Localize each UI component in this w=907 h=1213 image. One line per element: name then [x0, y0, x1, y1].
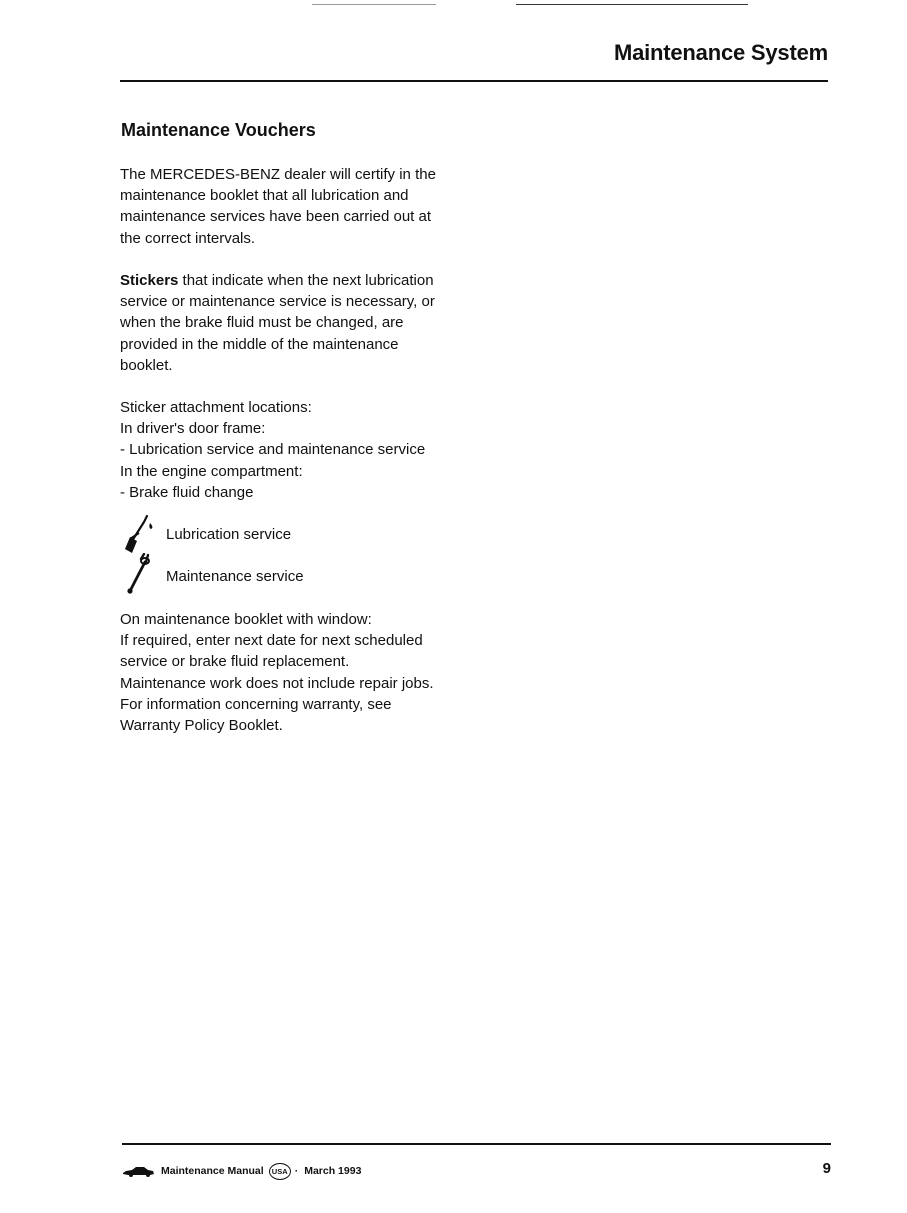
- text-line: service or brake fluid replacement.: [120, 653, 350, 671]
- text-line: Warranty Policy Booklet.: [120, 717, 283, 735]
- footer-manual: Maintenance Manual: [161, 1165, 264, 1177]
- text-line: - Lubrication service and maintenance service: [120, 441, 426, 459]
- text-line: The MERCEDES-BENZ dealer will certify in the: [120, 166, 436, 183]
- text-line: service or maintenance service is necessary, or: [120, 293, 435, 311]
- text-line: If required, enter next date for next scheduled: [120, 632, 423, 650]
- paragraph-stickers: [120, 270, 500, 376]
- legend-label: Lubrication service: [166, 526, 292, 543]
- text-line: Maintenance work does not include repair jobs.: [120, 674, 434, 692]
- footer-divider: [122, 1143, 831, 1145]
- scan-line-right: [516, 4, 748, 5]
- section-heading: Maintenance Vouchers: [121, 120, 316, 140]
- page-title: Maintenance System: [613, 40, 828, 65]
- text-line: maintenance services have been carried out at: [120, 208, 432, 226]
- footer-date: March 1993: [304, 1165, 362, 1177]
- text-line: On maintenance booklet with window:: [120, 611, 372, 628]
- text-line: For information concerning warranty, see: [120, 695, 392, 713]
- text-line: maintenance booklet that all lubrication and: [120, 187, 409, 205]
- paragraph-booklet-window: [120, 609, 500, 736]
- text-line: provided in the middle of the maintenance: [120, 335, 399, 353]
- text-line: booklet.: [120, 356, 173, 374]
- paragraph-dealer-certify: [120, 164, 480, 249]
- text-span: that indicate when the next lubrication: [178, 272, 434, 289]
- footer-info: [122, 1160, 361, 1182]
- page-number: 9: [822, 1160, 831, 1177]
- scan-line-left: [312, 4, 436, 5]
- paragraph-sticker-locations: [120, 397, 500, 503]
- text-line: the correct intervals.: [120, 229, 256, 247]
- text-line: when the brake fluid must be changed, are: [120, 314, 404, 332]
- text-line: [120, 270, 500, 291]
- car-icon: [122, 1165, 155, 1177]
- usa-badge: USA: [269, 1163, 291, 1180]
- text-line: In driver's door frame:: [120, 420, 266, 438]
- legend-lubrication: [120, 511, 480, 551]
- text-line: In the engine compartment:: [120, 462, 303, 480]
- legend-label: Maintenance service: [166, 568, 304, 585]
- footer-separator: ·: [294, 1165, 299, 1177]
- wrench-icon: [120, 553, 160, 595]
- oil-can-icon: [120, 511, 160, 555]
- text-line: - Brake fluid change: [120, 483, 254, 501]
- stickers-term: Stickers: [120, 272, 179, 289]
- text-line: Sticker attachment locations:: [120, 399, 312, 416]
- header-divider: [120, 80, 828, 82]
- legend-maintenance: [120, 553, 480, 593]
